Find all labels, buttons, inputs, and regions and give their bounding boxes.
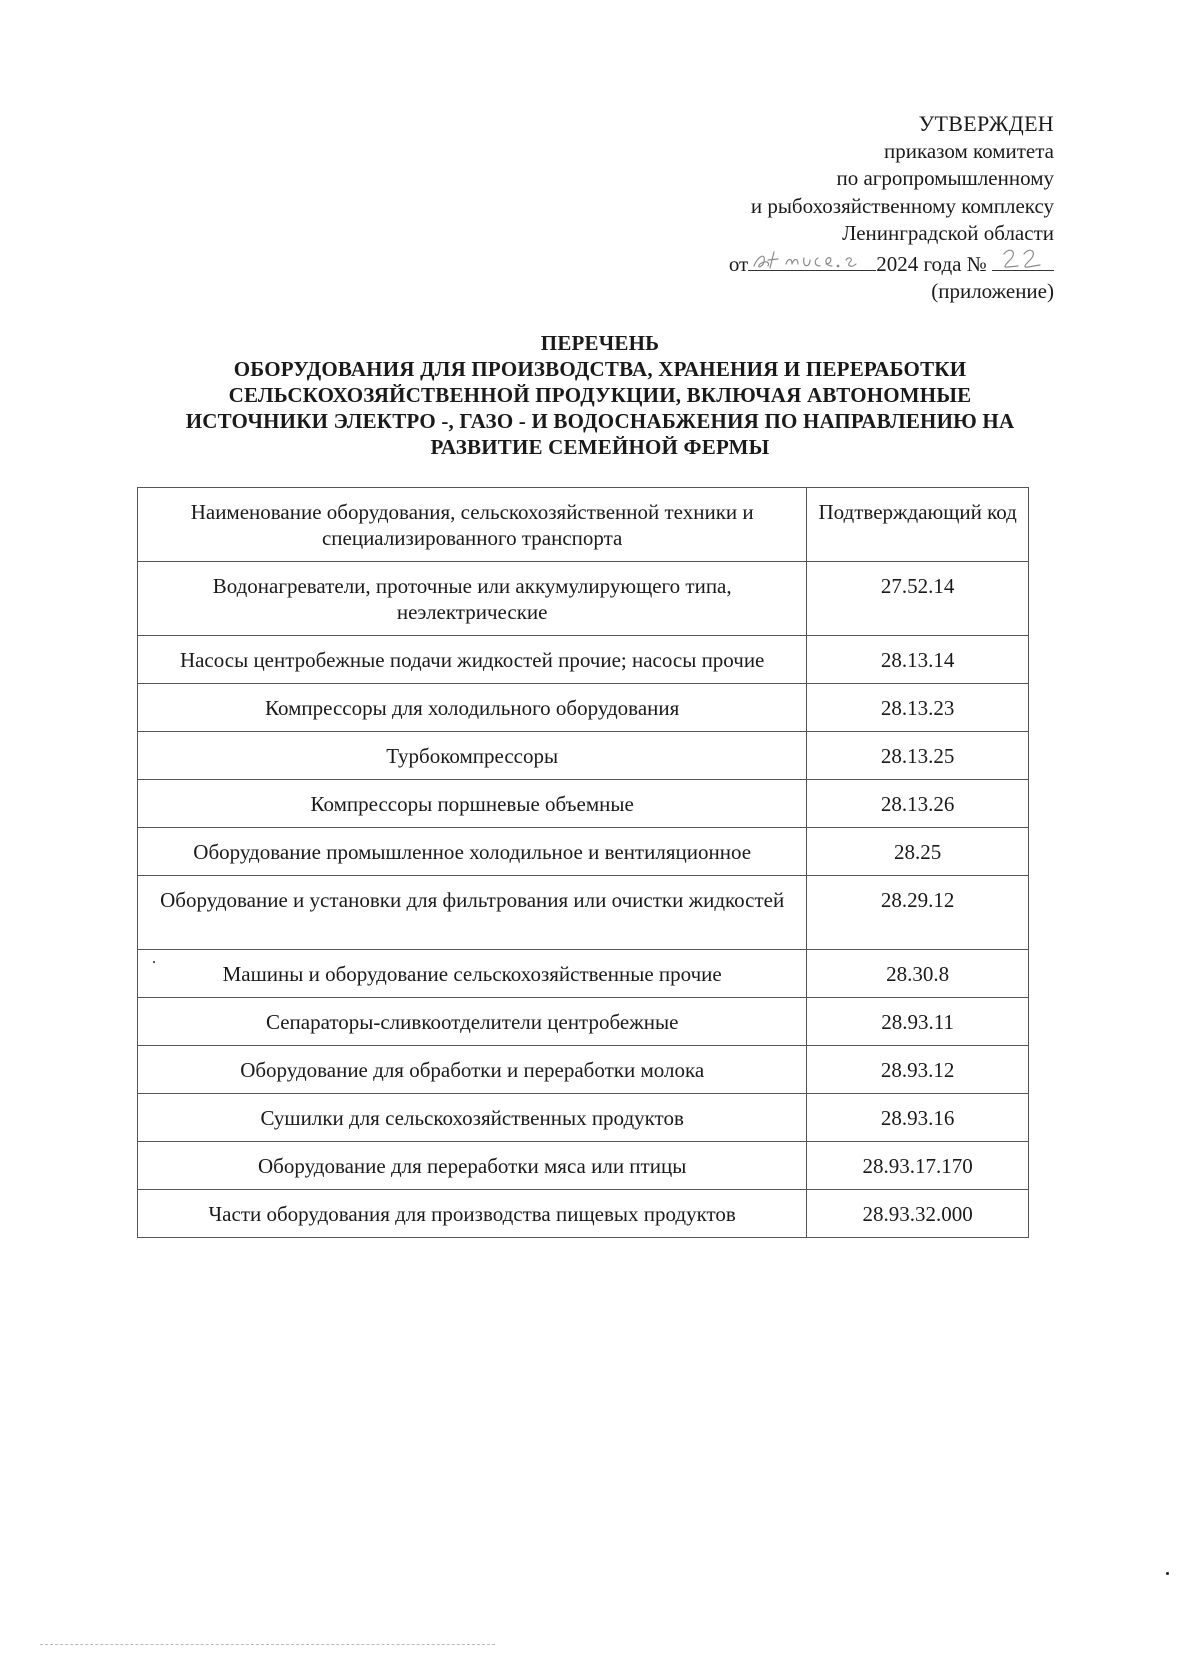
table-row: [138, 1046, 1029, 1094]
equipment-code-cell: 28.93.32.000: [807, 1190, 1029, 1238]
heading-line: СЕЛЬСКОХОЗЯЙСТВЕННОЙ ПРОДУКЦИИ, ВКЛЮЧАЯ АВТОНОМНЫЕ: [228, 383, 972, 407]
equipment-name-cell: Части оборудования для производства пищевых продуктов: [138, 1190, 807, 1238]
equipment-code-cell: 28.29.12: [807, 876, 1029, 950]
equipment-code-cell: 28.13.14: [807, 636, 1029, 684]
equipment-name-cell: Сепараторы-сливкоотделители центробежные: [138, 998, 807, 1046]
header-code: Подтверждающий код: [807, 488, 1029, 562]
scan-speck: [1166, 1572, 1169, 1575]
table-row: [138, 732, 1029, 780]
table-row: [138, 1142, 1029, 1190]
equipment-name-cell: Компрессоры для холодильного оборудования: [138, 684, 807, 732]
approval-line: и рыбохозяйственному комплексу: [750, 193, 1054, 218]
equipment-code-cell: 28.30.8: [807, 950, 1029, 998]
approval-title: УТВЕРЖДЕН: [918, 111, 1054, 136]
equipment-code-cell: 27.52.14: [807, 562, 1029, 636]
equipment-code-cell: 28.93.16: [807, 1094, 1029, 1142]
equipment-name-cell: Водонагреватели, проточные или аккумулирующего типа, неэлектрические: [138, 562, 807, 636]
equipment-name-cell: Оборудование и установки для фильтрования или очистки жидкостей: [138, 876, 807, 950]
equipment-name-cell: Турбокомпрессоры: [138, 732, 807, 780]
table-row: [138, 684, 1029, 732]
equipment-code-cell: 28.25: [807, 828, 1029, 876]
equipment-name-cell: Оборудование для обработки и переработки молока: [138, 1046, 807, 1094]
approval-line: Ленинградской области: [842, 221, 1054, 245]
order-line: [729, 248, 1054, 279]
equipment-code-cell: 28.13.25: [807, 732, 1029, 780]
approval-line: приказом комитета: [883, 138, 1054, 163]
table-row: [138, 998, 1029, 1046]
heading-line: ИСТОЧНИКИ ЭЛЕКТРО -, ГАЗО - И ВОДОСНАБЖЕНИЯ ПО НАПРАВЛЕНИЮ НА: [185, 409, 1015, 433]
equipment-name-cell: Сушилки для сельскохозяйственных продуктов: [138, 1094, 807, 1142]
table-row: [138, 636, 1029, 684]
equipment-name-cell: Компрессоры поршневые объемные: [138, 780, 807, 828]
table-row: [138, 950, 1029, 998]
equipment-code-cell: 28.13.26: [807, 780, 1029, 828]
table-row: [138, 828, 1029, 876]
equipment-name-cell: Насосы центробежные подачи жидкостей прочие; насосы прочие: [138, 636, 807, 684]
scan-speck: [153, 961, 155, 963]
approval-block: [729, 110, 1054, 306]
equipment-code-cell: 28.93.11: [807, 998, 1029, 1046]
document-heading: [100, 330, 1100, 460]
table-row: [138, 780, 1029, 828]
order-number-blank: [992, 248, 1054, 271]
equipment-code-cell: 28.13.23: [807, 684, 1029, 732]
heading-line: ПЕРЕЧЕНЬ: [540, 331, 660, 355]
table-row: [138, 1190, 1029, 1238]
order-prefix: от: [728, 251, 749, 276]
header-name: Наименование оборудования, сельскохозяйственной техники и специализированного транспорта: [138, 488, 807, 562]
equipment-table: [137, 487, 1029, 1238]
equipment-name-cell: Оборудование для переработки мяса или птицы: [138, 1142, 807, 1190]
approval-line: по агропромышленному: [836, 166, 1054, 190]
order-year-text: 2024 года №: [876, 251, 987, 276]
table-row: [138, 1094, 1029, 1142]
order-date-blank: [748, 248, 876, 271]
table-row: [138, 876, 1029, 950]
handwritten-date-signature: [748, 242, 876, 272]
equipment-code-cell: 28.93.17.170: [807, 1142, 1029, 1190]
heading-line: РАЗВИТИЕ СЕМЕЙНОЙ ФЕРМЫ: [430, 435, 770, 459]
handwritten-number-signature: [992, 242, 1054, 272]
equipment-name-cell: Оборудование промышленное холодильное и вентиляционное: [138, 828, 807, 876]
approval-note: (приложение): [931, 279, 1054, 303]
table-row: [138, 562, 1029, 636]
table-header-row: [138, 488, 1029, 562]
equipment-name-cell: Машины и оборудование сельскохозяйственные прочие: [138, 950, 807, 998]
equipment-code-cell: 28.93.12: [807, 1046, 1029, 1094]
scan-edge-line: [40, 1644, 495, 1646]
heading-line: ОБОРУДОВАНИЯ ДЛЯ ПРОИЗВОДСТВА, ХРАНЕНИЯ И ПЕРЕРАБОТКИ: [233, 357, 967, 381]
